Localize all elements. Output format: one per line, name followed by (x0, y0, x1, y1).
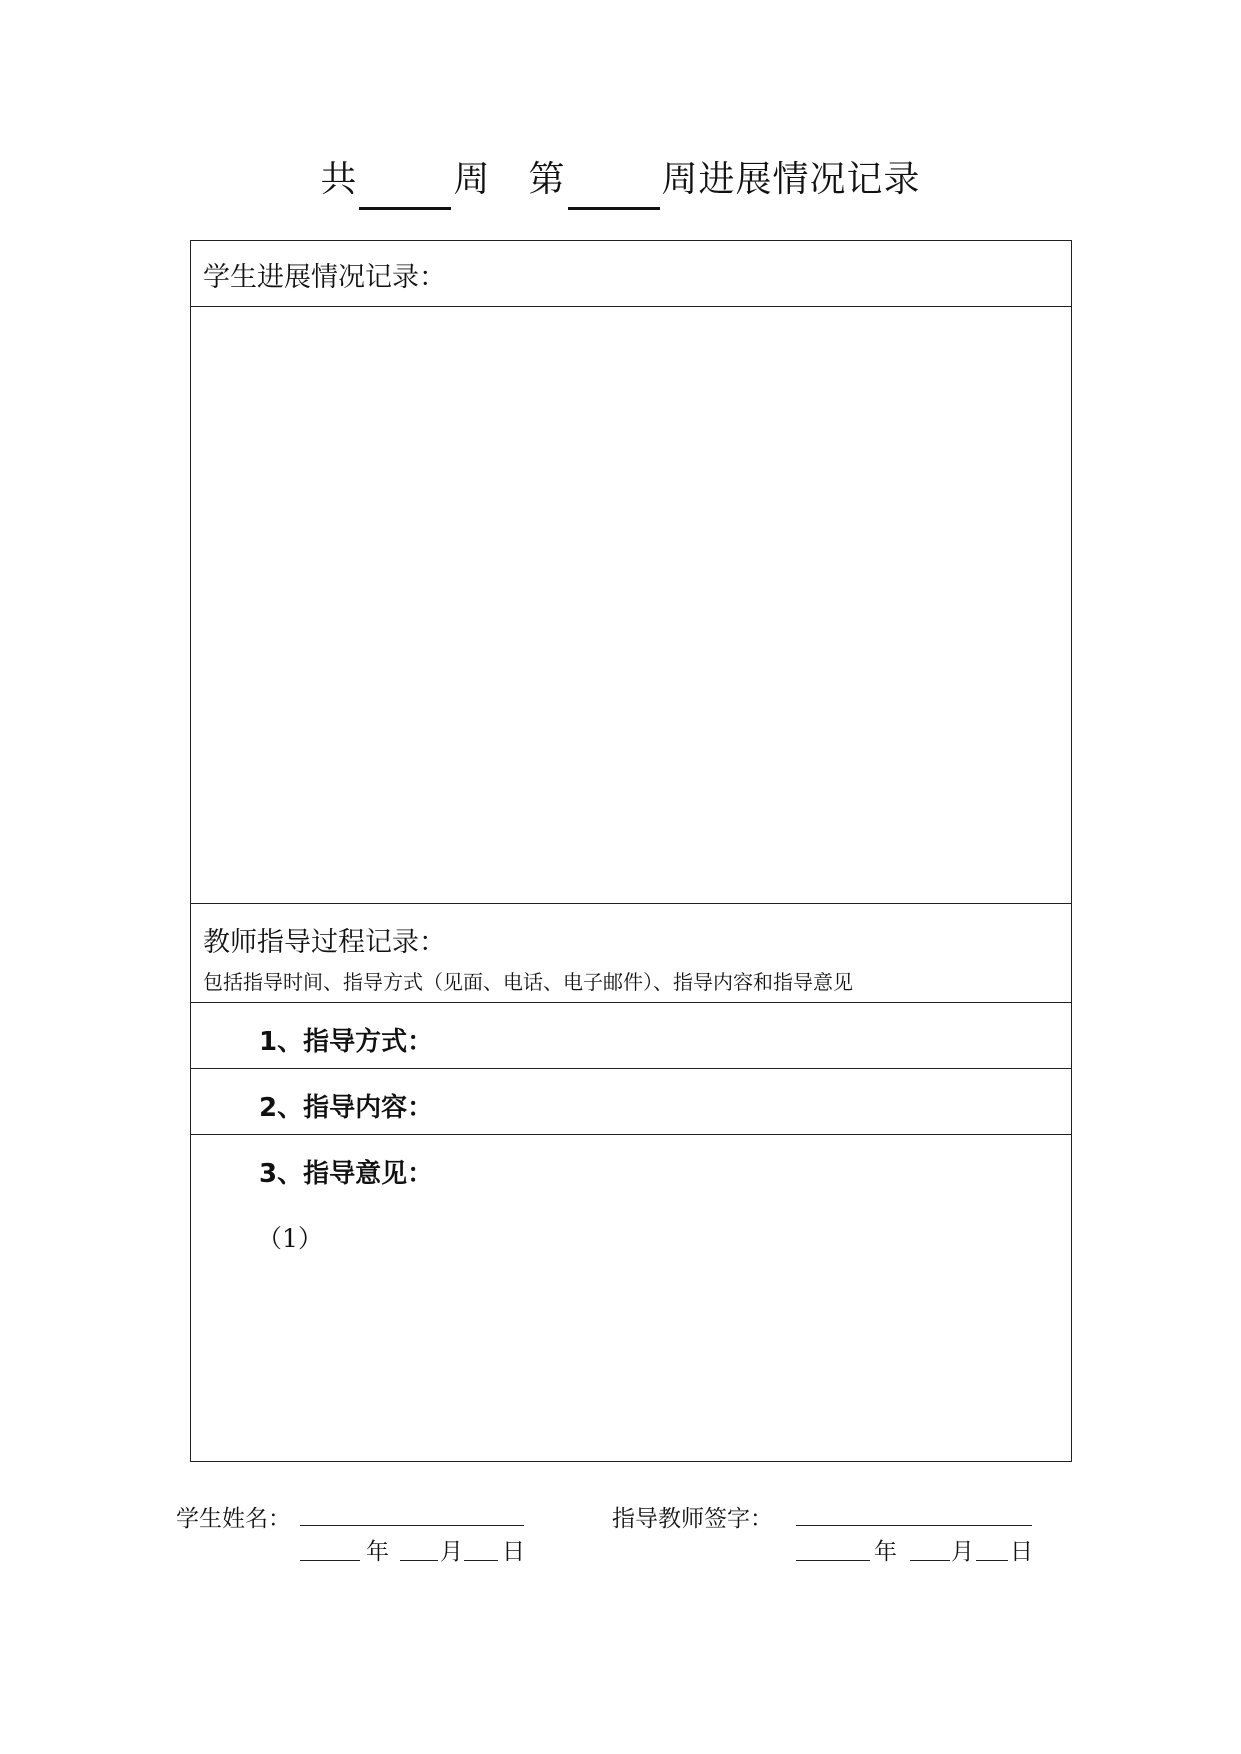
title-prefix: 共 (320, 159, 358, 200)
teacher-day-label: 日 (1010, 1539, 1033, 1565)
opinion-item-1: （1） (257, 1224, 323, 1253)
teacher-day-field[interactable] (976, 1560, 1008, 1561)
student-year-field[interactable] (300, 1560, 360, 1561)
student-day-field[interactable] (464, 1560, 498, 1561)
teacher-year-label: 年 (874, 1539, 897, 1565)
title-suffix: 周进展情况记录 (661, 159, 921, 200)
page-title (0, 150, 1241, 210)
title-middle: 周 (453, 159, 491, 200)
student-day-label: 日 (502, 1539, 525, 1565)
student-progress-content-area[interactable] (191, 307, 1071, 904)
guidance-content-label: 2、指导内容： (259, 1093, 434, 1123)
teacher-month-field[interactable] (910, 1560, 950, 1561)
student-name-field[interactable] (300, 1525, 524, 1526)
guidance-content-row[interactable] (191, 1069, 1071, 1135)
total-weeks-blank[interactable] (359, 161, 451, 210)
current-week-blank[interactable] (568, 161, 660, 210)
student-name-label: 学生姓名： (176, 1506, 291, 1532)
progress-record-table (190, 240, 1072, 1462)
teacher-guidance-label: 教师指导过程记录： (203, 927, 446, 958)
teacher-guidance-header-row (191, 904, 1071, 1003)
student-progress-header-row (191, 241, 1071, 307)
teacher-sign-label: 指导教师签字： (612, 1506, 773, 1532)
student-month-field[interactable] (400, 1560, 438, 1561)
student-month-label: 月 (440, 1539, 463, 1565)
guidance-opinion-label: 3、指导意见： (259, 1159, 434, 1189)
guidance-method-label: 1、指导方式： (259, 1027, 434, 1057)
teacher-sign-field[interactable] (796, 1525, 1032, 1526)
title-week-label: 第 (528, 159, 566, 200)
teacher-year-field[interactable] (796, 1560, 870, 1561)
student-year-label: 年 (366, 1539, 389, 1565)
teacher-guidance-note: 包括指导时间、指导方式（见面、电话、电子邮件）、指导内容和指导意见 (203, 970, 853, 994)
student-progress-label: 学生进展情况记录： (203, 262, 446, 293)
teacher-month-label: 月 (951, 1539, 974, 1565)
guidance-opinion-row[interactable] (191, 1135, 1071, 1461)
guidance-method-row[interactable] (191, 1003, 1071, 1069)
